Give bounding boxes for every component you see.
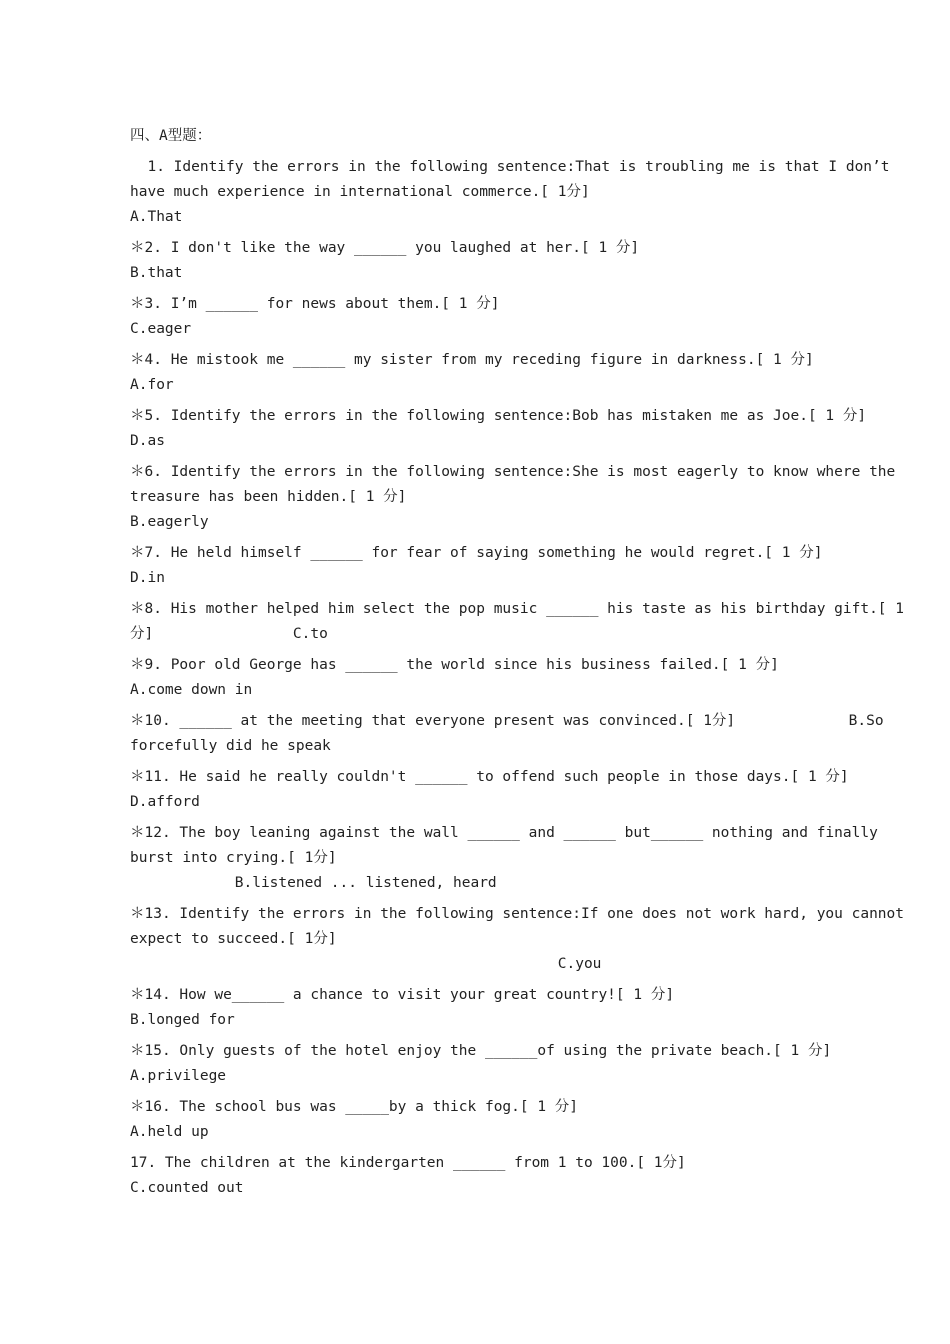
answer-gap — [866, 408, 950, 424]
question-5 — [130, 404, 915, 454]
answer-text: A.for — [130, 377, 174, 393]
answer-text: D.as — [130, 433, 165, 449]
answer-text: B.listened ... listened, heard — [234, 875, 497, 891]
question-stem: ＊16. The school bus was _____by a thick fog.[ 1 分] — [130, 1099, 579, 1115]
question-stem: ＊10. ______ at the meeting that everyone present was convinced.[ 1分] — [130, 713, 736, 729]
answer-gap — [578, 1099, 945, 1115]
answer-gap — [831, 1043, 950, 1059]
question-stem: ＊9. Poor old George has ______ the world since his business failed.[ 1 分] — [130, 657, 779, 673]
answer-gap — [822, 545, 950, 561]
answer-text: D.afford — [130, 794, 200, 810]
answer-text: A.come down in — [130, 682, 253, 698]
answer-text: B.eagerly — [130, 514, 209, 530]
question-14 — [130, 983, 915, 1033]
question-6 — [130, 460, 915, 535]
answer-text: B.longed for — [130, 1012, 235, 1028]
answer-gap — [686, 1155, 843, 1171]
question-7 — [130, 541, 915, 591]
question-17 — [130, 1151, 915, 1201]
answer-text: A.held up — [130, 1124, 209, 1140]
question-8 — [130, 597, 915, 647]
question-stem: 1. Identify the errors in the following sentence:That is troubling me is that I don’t have much experience in international commerce.[ 1分] — [130, 159, 899, 200]
question-stem: 17. The children at the kindergarten ______ from 1 to 100.[ 1分] — [130, 1155, 686, 1171]
question-3 — [130, 292, 915, 342]
answer-text: C.counted out — [130, 1180, 244, 1196]
question-16 — [130, 1095, 915, 1145]
question-9 — [130, 653, 915, 703]
answer-gap — [590, 184, 904, 200]
question-stem: ＊2. I don't like the way ______ you laughed at her.[ 1 分] — [130, 240, 640, 256]
question-stem: ＊8. His mother helped him select the pop music ______ his taste as his birthday gift.[ 1 分] — [130, 601, 913, 642]
answer-gap — [779, 657, 936, 673]
answer-text: C.you — [557, 956, 602, 972]
answer-gap — [130, 875, 235, 891]
question-1 — [130, 155, 915, 230]
question-stem: ＊6. Identify the errors in the following sentence:She is most eagerly to know where the treasure has been hidden.[ 1 分] — [130, 464, 904, 505]
question-stem: ＊4. He mistook me ______ my sister from my receding figure in darkness.[ 1 分] — [130, 352, 814, 368]
document-body — [130, 124, 915, 1207]
question-10 — [130, 709, 915, 759]
answer-text: C.to — [292, 626, 328, 642]
question-stem: ＊3. I’m ______ for news about them.[ 1 分] — [130, 296, 500, 312]
answer-gap — [153, 626, 293, 642]
question-4 — [130, 348, 915, 398]
question-stem: ＊11. He said he really couldn't ______ to offend such people in those days.[ 1 分] — [130, 769, 849, 785]
question-stem: ＊5. Identify the errors in the following sentence:Bob has mistaken me as Joe.[ 1 分] — [130, 408, 867, 424]
question-stem: ＊12. The boy leaning against the wall ______ and ______ but______ nothing and finally burst into crying.[ 1分] — [130, 825, 887, 866]
answer-gap — [406, 489, 921, 505]
answer-gap — [674, 987, 950, 1003]
question-11 — [130, 765, 915, 815]
section-title: 四、A型题： — [130, 128, 212, 144]
question-stem: ＊13. Identify the errors in the following sentence:If one does not work hard, you cannot expect to succeed.[ 1分] — [130, 906, 913, 947]
answer-text: A.privilege — [130, 1068, 227, 1084]
answer-text: C.eager — [130, 321, 192, 337]
question-stem: ＊14. How we______ a chance to visit your great country![ 1 分] — [130, 987, 675, 1003]
answer-gap — [735, 713, 849, 729]
question-stem: ＊7. He held himself ______ for fear of saying something he would regret.[ 1 分] — [130, 545, 823, 561]
question-15 — [130, 1039, 915, 1089]
answer-gap — [814, 352, 950, 368]
answer-text: D.in — [130, 570, 165, 586]
answer-text: B.that — [130, 265, 183, 281]
answer-gap — [849, 769, 950, 785]
answer-gap — [499, 296, 950, 312]
question-2 — [130, 236, 915, 286]
question-12 — [130, 821, 915, 896]
answer-gap — [130, 956, 558, 972]
answer-text: B.So forcefully did he speak — [130, 713, 893, 754]
answer-gap — [639, 240, 950, 256]
answer-text: A.That — [130, 209, 183, 225]
question-stem: ＊15. Only guests of the hotel enjoy the ______of using the private beach.[ 1 分] — [130, 1043, 832, 1059]
question-13 — [130, 902, 915, 977]
